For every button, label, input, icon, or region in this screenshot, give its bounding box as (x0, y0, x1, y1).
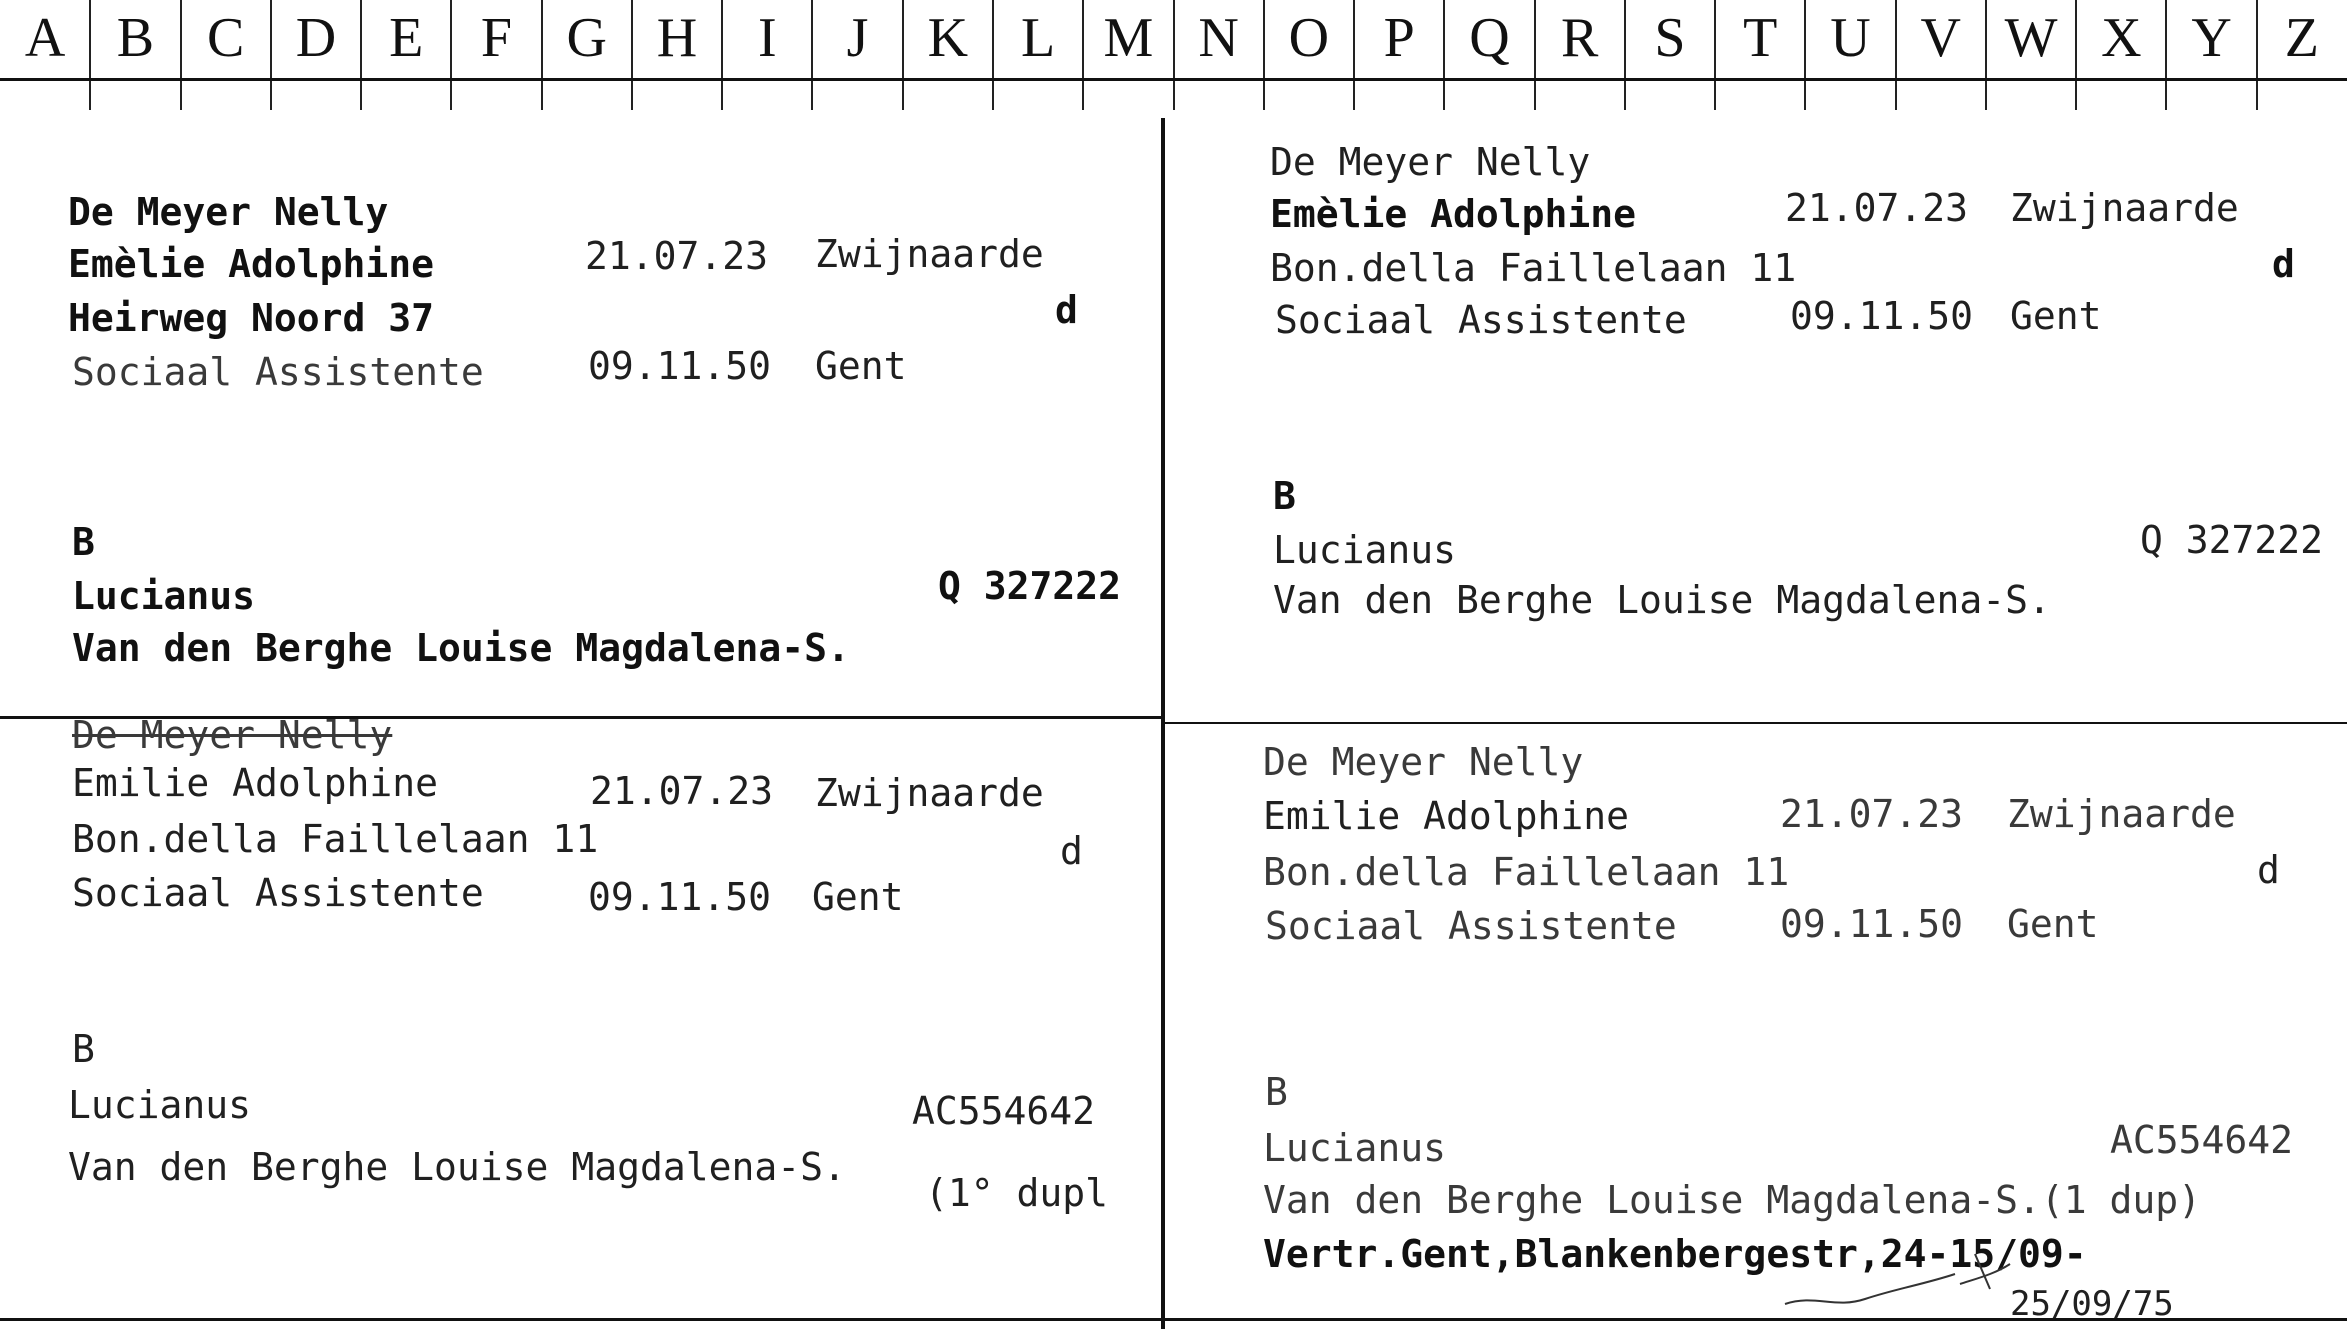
card-category: B (1273, 474, 1296, 518)
record-card-top-left (0, 82, 1160, 715)
card-birth-place: Zwijnaarde (815, 771, 1044, 815)
card-mother: Van den Berghe Louise Magdalena-S.(1 dup) (1263, 1178, 2201, 1222)
alphabet-letter-b: B (116, 7, 155, 69)
card-given-names: Emilie Adolphine (72, 761, 439, 805)
alphabet-letter-d: D (295, 7, 337, 69)
horizontal-rule-bottom-left (0, 1318, 1161, 1321)
card-number: AC554642 (2110, 1118, 2294, 1162)
card-date-2: 09.11.50 (1780, 902, 1964, 946)
card-birth-date: 21.07.23 (1785, 186, 1969, 230)
alphabet-letter-w: W (2004, 7, 2058, 69)
card-category: B (1265, 1070, 1288, 1114)
alphabet-letter-p: P (1383, 7, 1415, 69)
card-occupation: Sociaal Assistente (1265, 904, 1677, 948)
card-number: Q 327222 (938, 564, 1122, 608)
card-occupation: Sociaal Assistente (72, 350, 484, 394)
alphabet-letter-g: G (566, 7, 607, 69)
alphabet-letter-k: K (927, 7, 969, 69)
alphabet-letter-n: N (1198, 7, 1239, 69)
alphabet-letter-j: J (846, 7, 869, 69)
card-birth-place: Zwijnaarde (2007, 792, 2236, 836)
alphabet-letter-c: C (206, 7, 245, 69)
card-extra-date: 25/09/75 (2010, 1284, 2174, 1324)
card-number: Q 327222 (2140, 518, 2324, 562)
alphabet-letter-q: Q (1469, 7, 1510, 69)
alphabet-letter-f: F (480, 7, 513, 69)
card-marker: d (2272, 242, 2295, 286)
alphabet-letter-o: O (1288, 7, 1330, 69)
alphabet-letter-s: S (1654, 7, 1686, 69)
card-date-2: 09.11.50 (1790, 294, 1974, 338)
card-place-2: Gent (815, 344, 907, 388)
alphabet-letter-v: V (1920, 7, 1961, 69)
card-place-2: Gent (2010, 294, 2102, 338)
card-extra-line: Vertr.Gent,Blankenbergestr,24-15/09- (1263, 1232, 2087, 1276)
record-card-bottom-right (1165, 724, 2347, 1324)
card-number: AC554642 (912, 1089, 1096, 1133)
card-birth-date: 21.07.23 (585, 234, 769, 278)
card-note: (1° dupl (925, 1171, 1109, 1215)
signature-scribble (1775, 1244, 2015, 1314)
card-occupation: Sociaal Assistente (72, 871, 484, 915)
card-birth-date: 21.07.23 (1780, 792, 1964, 836)
card-address: Bon.della Faillelaan 11 (1263, 850, 1790, 894)
card-name: De Meyer Nelly (1270, 140, 1591, 184)
card-place-2: Gent (2007, 902, 2099, 946)
card-father: Lucianus (1273, 528, 1457, 572)
card-father: Lucianus (72, 574, 256, 618)
card-marker: d (2257, 848, 2280, 892)
card-place-2: Gent (812, 875, 904, 919)
card-address: Bon.della Faillelaan 11 (1270, 246, 1797, 290)
alphabet-letter-z: Z (2284, 7, 2319, 69)
card-date-2: 09.11.50 (588, 875, 772, 919)
alphabet-letter-e: E (389, 7, 424, 69)
card-given-names: Emèlie Adolphine (1270, 192, 1637, 236)
card-category: B (72, 1027, 95, 1071)
alphabet-index-bar (0, 0, 2347, 80)
card-mother: Van den Berghe Louise Magdalena-S. (72, 626, 850, 670)
card-father: Lucianus (68, 1083, 252, 1127)
alphabet-letter-y: Y (2191, 7, 2232, 69)
card-address: Heirweg Noord 37 (68, 296, 435, 340)
record-card-top-right (1165, 82, 2347, 720)
alphabet-letter-i: I (757, 7, 777, 69)
card-address: Bon.della Faillelaan 11 (72, 817, 599, 861)
card-date-2: 09.11.50 (588, 344, 772, 388)
alphabet-letter-t: T (1743, 7, 1778, 69)
alphabet-letter-a: A (24, 7, 66, 69)
card-name: De Meyer Nelly (1263, 740, 1584, 784)
alphabet-letter-r: R (1561, 7, 1599, 69)
card-birth-place: Zwijnaarde (2010, 186, 2239, 230)
card-mother: Van den Berghe Louise Magdalena-S. (68, 1145, 846, 1189)
alphabet-letter-h: H (656, 7, 698, 69)
card-father: Lucianus (1263, 1126, 1447, 1170)
card-name: De Meyer Nelly (68, 190, 389, 234)
card-name: De Meyer Nelly (72, 713, 393, 757)
alphabet-letter-u: U (1830, 7, 1871, 69)
alphabet-letter-x: X (2101, 7, 2142, 69)
card-mother: Van den Berghe Louise Magdalena-S. (1273, 578, 2051, 622)
record-card-bottom-left (0, 713, 1160, 1317)
card-birth-date: 21.07.23 (590, 769, 774, 813)
card-marker: d (1055, 288, 1078, 332)
horizontal-rule-top (0, 78, 2347, 81)
card-birth-place: Zwijnaarde (815, 232, 1044, 276)
alphabet-letter-l: L (1020, 7, 1056, 69)
card-category: B (72, 520, 95, 564)
card-given-names: Emèlie Adolphine (68, 242, 435, 286)
card-occupation: Sociaal Assistente (1275, 298, 1687, 342)
alphabet-letter-m: M (1103, 7, 1154, 69)
card-given-names: Emilie Adolphine (1263, 794, 1630, 838)
card-marker: d (1060, 829, 1083, 873)
